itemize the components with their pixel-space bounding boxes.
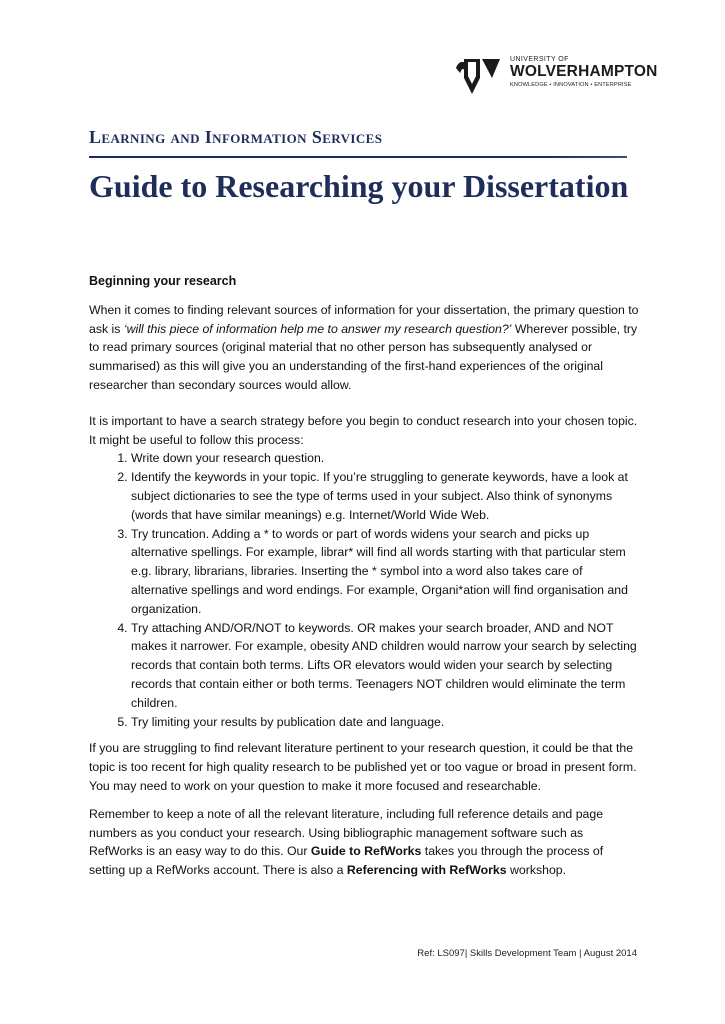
page-footer: Ref: LS097| Skills Development Team | August 2014	[417, 948, 637, 959]
list-item: 3. Try truncation. Adding a * to words or part of words widens your search and picks up alternative spellings. For example, librar* will find all words starting with that particular stem e.g. library, librarians, libraries. Inserting the * symbol into a word also takes care of alternative spellings and word endings. For example, Organi*ation will find organisation and organization.	[131, 525, 639, 619]
paragraph-refworks-text-2: takes you through the process of setting up a RefWorks account. There is also a	[89, 844, 604, 878]
guide-to-refworks-label: Guide to RefWorks	[310, 844, 422, 859]
list-item: 5. Try limiting your results by publication date and language.	[131, 713, 639, 732]
list-item: 4. Try attaching AND/OR/NOT to keywords. OR makes your search broader, AND and NOT makes it narrower. For example, obesity AND children would narrow your search by selecting records that contain both terms. Lifts OR elevators would widen your search by selecting records that contain either or both terms. Teenagers NOT children would eliminate the term children.	[131, 619, 639, 713]
research-question-quote: ‘will this piece of information help me to answer my research question?’	[123, 321, 512, 336]
paragraph-search-strategy: It is important to have a search strategy before you begin to conduct research into your chosen topic. It might be useful to follow this process:	[89, 413, 638, 447]
document-body	[89, 272, 639, 880]
paragraph-intro-text: When it comes to finding relevant sources of information for your dissertation, the primary question to ask is	[89, 302, 639, 336]
list-item: 2. Identify the keywords in your topic. If you’re struggling to generate keywords, have a look at subject dictionaries to see the type of terms used in your subject. Also think of synonyms (words that have similar meanings) e.g. Internet/World Wide Web.	[131, 468, 639, 524]
university-logo	[454, 56, 658, 100]
list-item: 1. Write down your research question.	[131, 449, 639, 468]
logo-line-wolverhampton: WOLVERHAMPTON	[510, 63, 658, 80]
paragraph-intro-text-rest: Wherever possible, try to read primary sources (original material that no other person has subsequently analysed or summarised) as this will give you an understanding of the first-hand experiences of the original researcher than secondary sources would allow.	[89, 321, 638, 392]
paragraph-refworks-text-3: workshop.	[506, 863, 567, 878]
paragraph-refworks-text: Remember to keep a note of all the relevant literature, including full reference details and page numbers as you conduct your research. Using bibliographic management software such as RefWorks is an easy way to do this. Our	[89, 806, 604, 859]
paragraph-intro	[89, 301, 639, 395]
logo-line-university-of: UNIVERSITY OF	[510, 56, 569, 63]
search-steps-list	[89, 449, 639, 731]
department-heading: Learning and Information Services	[89, 127, 383, 147]
logo-line-tagline: KNOWLEDGE • INNOVATION • ENTERPRISE	[510, 82, 632, 88]
paragraph-struggling: If you are struggling to find relevant literature pertinent to your research question, it could be that the topic is too recent for high quality research to be published yet or too vague or broad in present form. You may need to work on your question to make it more focused and researchable.	[89, 741, 637, 793]
section-heading: Beginning your research	[89, 274, 237, 288]
referencing-with-refworks-label: Referencing with RefWorks	[346, 863, 507, 878]
header-divider	[89, 156, 627, 158]
paragraph-refworks	[89, 805, 639, 880]
university-crest-icon	[454, 56, 506, 98]
page-title: Guide to Researching your Dissertation	[89, 168, 629, 204]
